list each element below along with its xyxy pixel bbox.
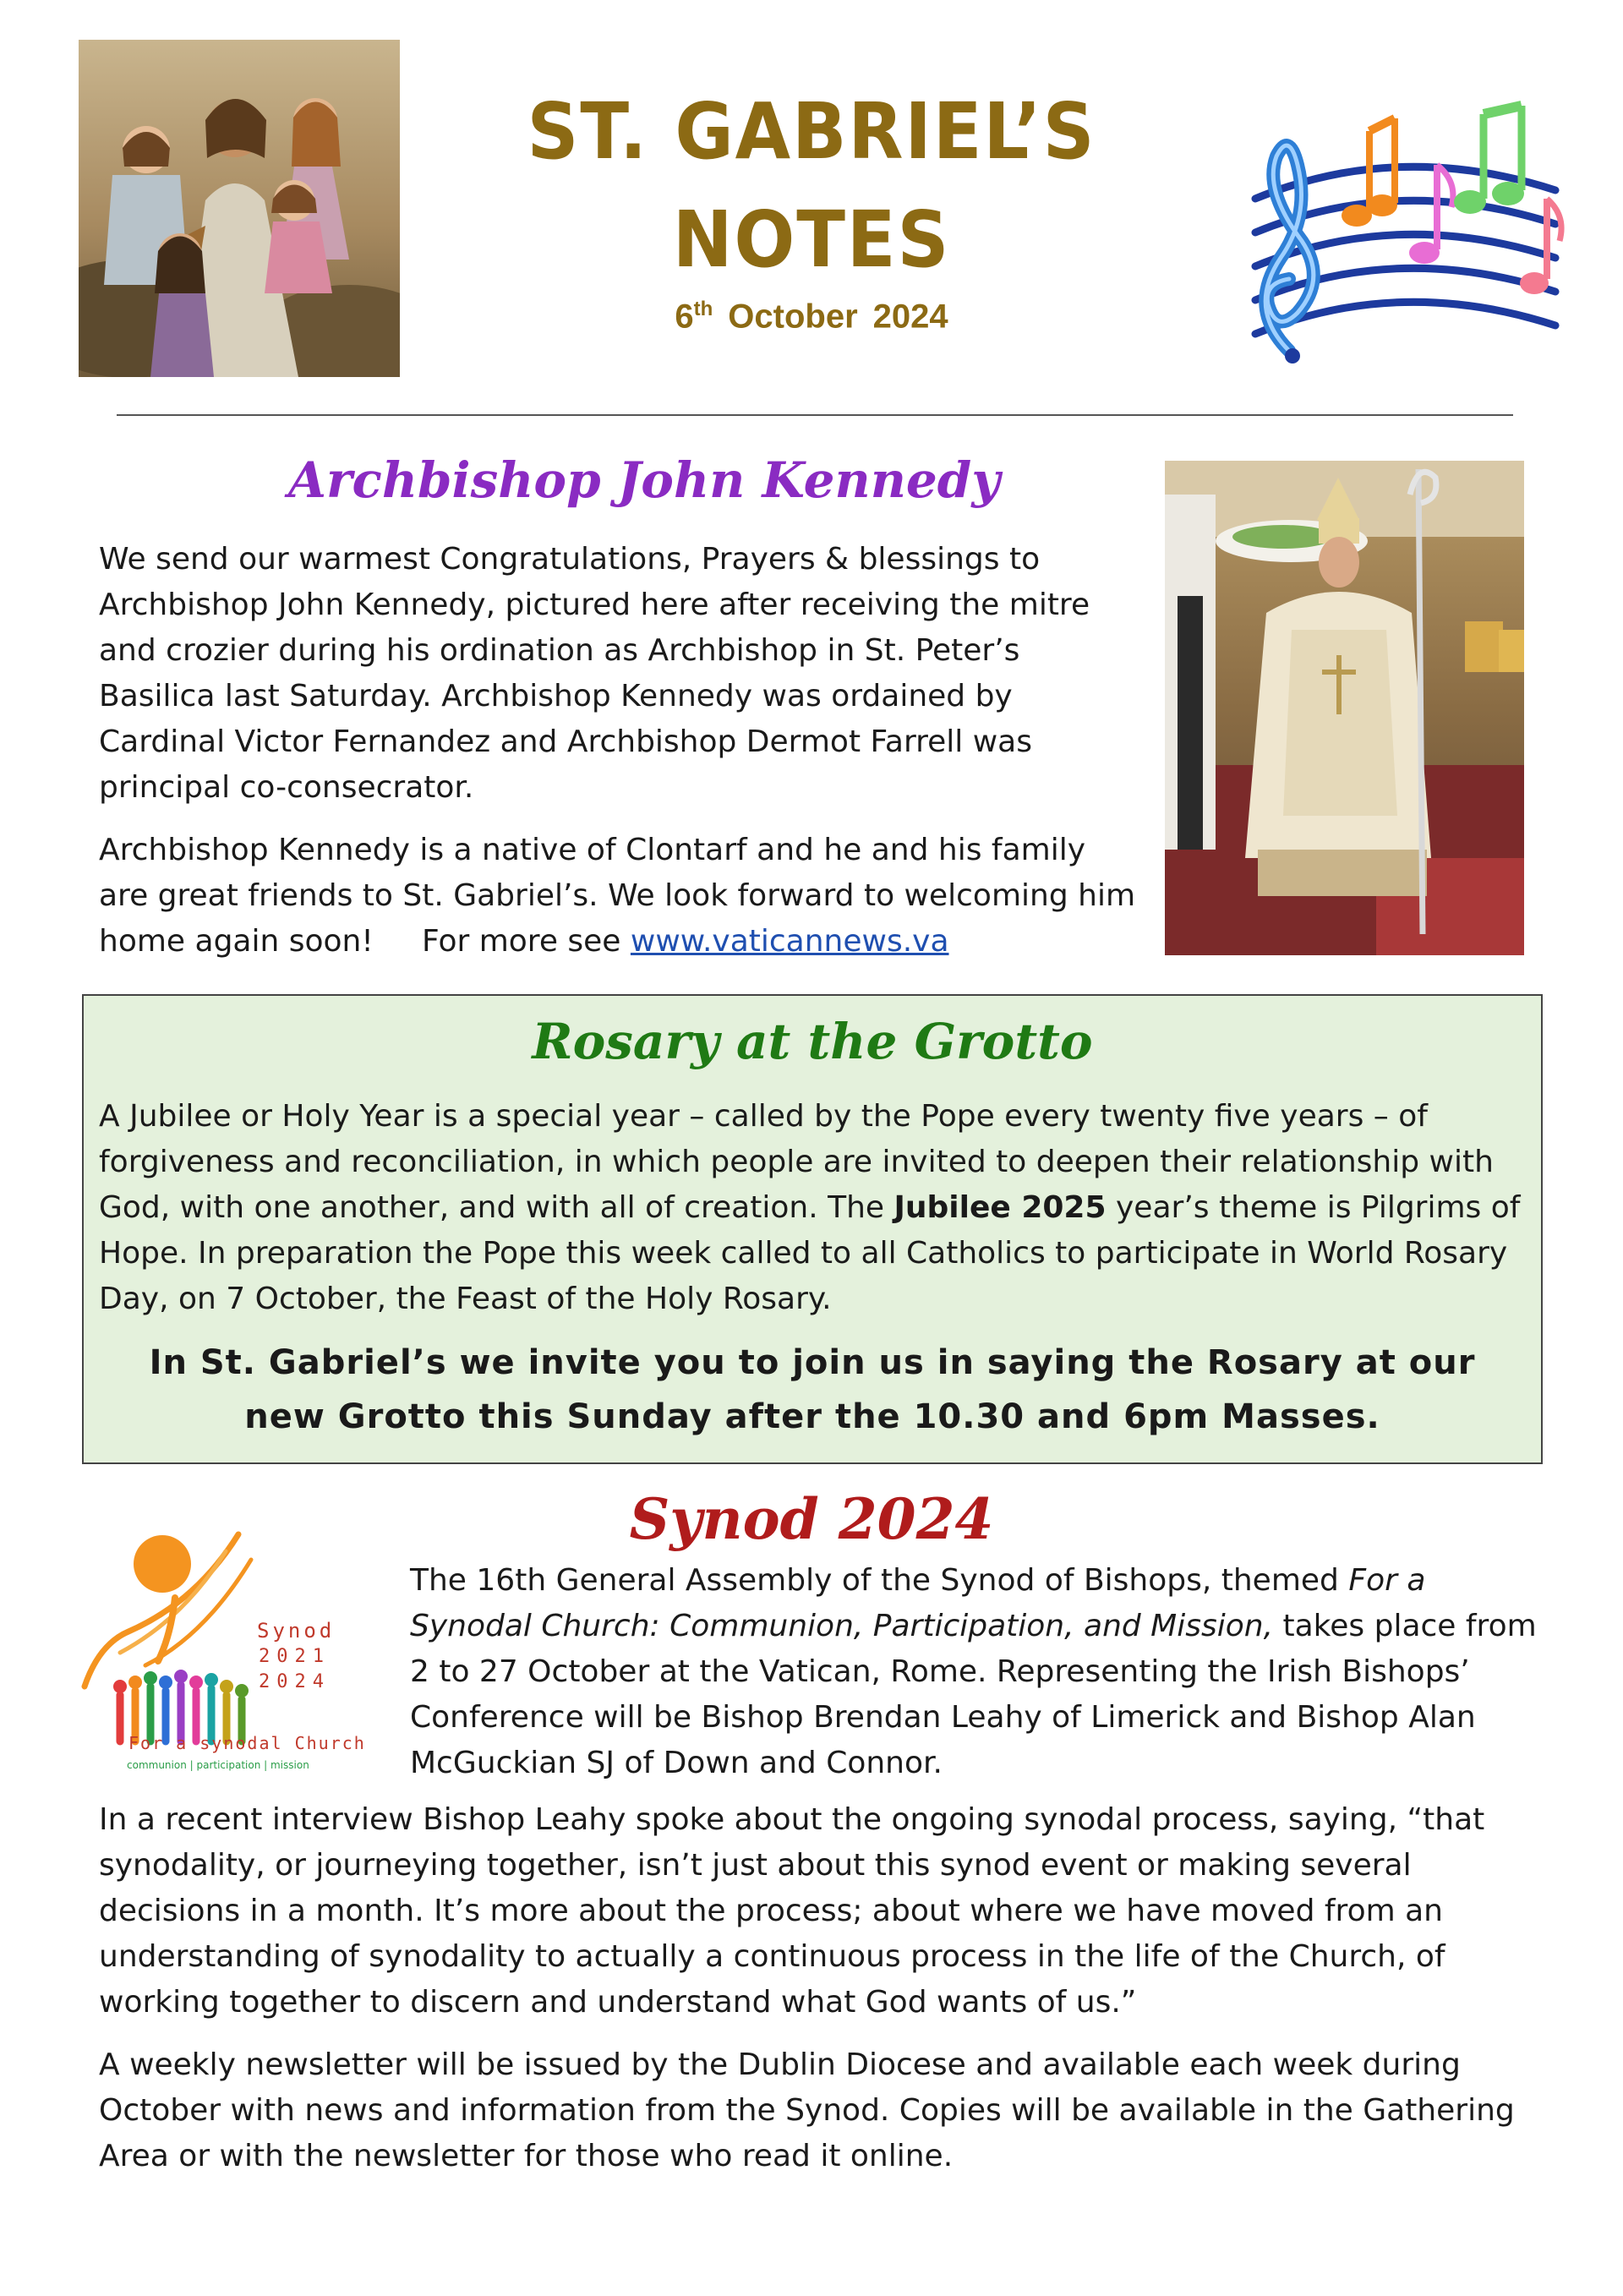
date-suffix: th [693,298,713,320]
newsletter-title [454,78,1169,294]
date-month: October [728,298,858,336]
rosary-box [82,994,1543,1464]
jubilee-highlight: Jubilee 2025 [893,1190,1107,1225]
synod-quote-paragraph: In a recent interview Bishop Leahy spoke about the ongoing synodal process, saying, “that synodality, or journeying together, isn’t just about this synod event or making several decisions in a month. It’s more about the process; about where we have moved from an understanding of synodality to actually a continuous process in the life of the Church, of working together to discern and understand what God wants of us.” [99,1802,1485,2020]
music-notes-graphic [1230,97,1568,368]
newsletter-date [423,298,1200,336]
synod-logo-years-bottom: 2024 [259,1671,331,1692]
archbishop-heading: Archbishop John Kennedy [287,451,1001,509]
newsletter-title-line2: NOTES [672,194,951,285]
archbishop-paragraph-text: Archbishop Kennedy is a native of Clontarf and he and his family are great friends to St. Gabriel’s. We look forward to welcoming him home again soon! [99,833,1136,959]
archbishop-photo [1165,461,1524,955]
rosary-invitation-line2: new Grotto this Sunday after the 10.30 and 6pm Masses. [244,1397,1380,1436]
synod-paragraph-part2: takes place from 2 to 27 October at the Vatican, Rome. Representing the Irish Bishops’ Conference will be Bishop Brendan Leahy of Limerick and Bishop Alan McGuckian SJ of Down and Connor. [410,1609,1537,1780]
rosary-heading: Rosary at the Grotto [532,1013,1093,1070]
synod-theme: For a Synodal Church: Communion, Participation, and Mission, [410,1563,1426,1643]
masthead-divider [117,414,1513,416]
rosary-paragraph-part1: A Jubilee or Holy Year is a special year – called by the Pope every twenty five years – of forgiveness and reconciliation, in which people are invited to deepen their relationship with God, with one another, and with all of creation. The [99,1099,1494,1225]
synod-paragraph-part1: The 16th General Assembly of the Synod of Bishops, themed [410,1563,1339,1598]
synod-newsletter-paragraph: A weekly newsletter will be issued by the Dublin Diocese and available each week during October with news and information from the Synod. Copies will be available in the Gathering Area or with the newsletter for those who read it online. [99,2047,1515,2173]
rosary-invitation-line1: In St. Gabriel’s we invite you to join us in saying the Rosary at our [149,1343,1476,1382]
synod-logo [78,1526,382,1779]
jesus-children-painting [79,40,400,377]
newsletter-title-line1: ST. GABRIEL’S [527,86,1096,177]
archbishop-text [99,537,1143,965]
vaticannews-link[interactable]: www.vaticannews.va [630,924,949,959]
date-year: 2024 [872,298,948,336]
synod-heading: Synod 2024 [629,1486,994,1552]
synod-text [99,1797,1549,2179]
more-label: For more see [422,924,621,959]
synod-logo-word: Synod [257,1619,336,1643]
date-day: 6 [675,298,694,336]
synod-logo-tagline: For a synodal Church [128,1733,366,1753]
rosary-invitation [84,1336,1541,1444]
synod-paragraph [410,1558,1547,1786]
synod-logo-subtagline: communion | participation | mission [127,1759,309,1771]
synod-logo-years-top: 2021 [259,1646,331,1667]
rosary-paragraph-part2: year’s theme is Pilgrims of Hope. In preparation the Pope this week called to all Catholics to participate in World Rosary Day, on 7 October, the Feast of the Holy Rosary. [99,1190,1521,1316]
archbishop-paragraph [99,828,1143,965]
rosary-paragraph [99,1094,1527,1322]
archbishop-paragraph: We send our warmest Congratulations, Prayers & blessings to Archbishop John Kennedy, pictured here after receiving the mitre and crozier during his ordination as Archbishop in St. Peter’s Basilica last Saturday. Archbishop Kennedy was ordained by Cardinal Victor Fernandez and Archbishop Dermot Farrell was principal co-consecrator. [99,542,1090,805]
